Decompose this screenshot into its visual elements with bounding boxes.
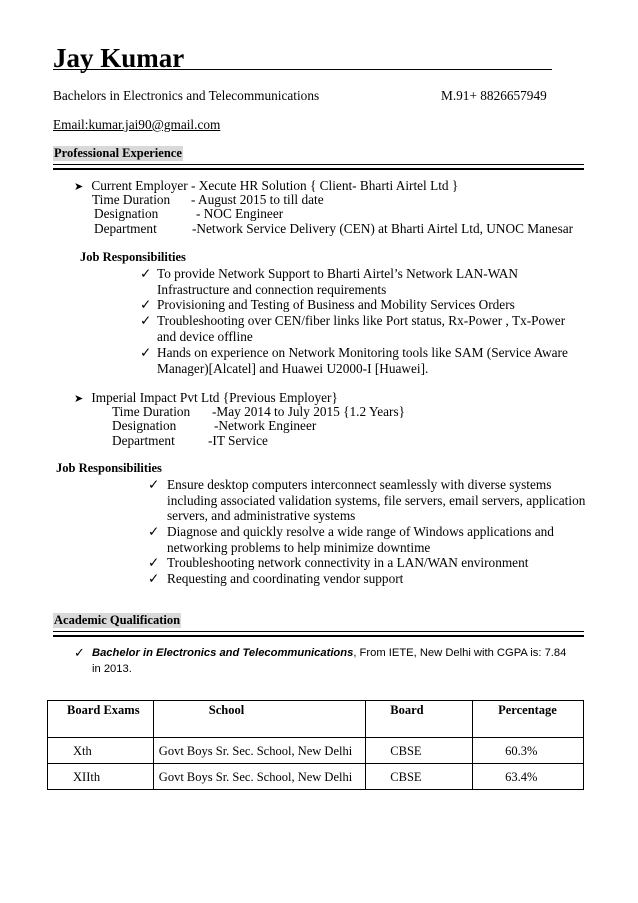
checkmark-bullet-icon: ✓ [140,297,152,312]
department-value: -Network Service Delivery (CEN) at Bharti Airtel Ltd, UNOC Manesar [192,221,574,236]
checkmark-bullet-icon: ✓ [148,571,160,586]
column-header: Percentage [473,701,584,738]
responsibility-item: ✓ Requesting and coordinating vendor support [148,571,404,586]
job-responsibilities-heading: Job Responsibilities [80,250,186,264]
checkmark-bullet-icon: ✓ [74,646,85,661]
phone-number: M.91+ 8826657949 [441,88,547,103]
table-cell: Xth [48,738,154,764]
responsibility-item: ✓ Hands on experience on Network Monitoring tools like SAM (Service Aware Manager)[Alcatel] and Huawei U2000-I [Huawei]. [140,345,568,376]
department-value: -IT Service [208,433,268,448]
duration-label: Time Duration [92,192,171,207]
responsibility-item: ✓ Troubleshooting over CEN/fiber links like Port status, Rx-Power , Tx-Power and device offline [140,313,566,344]
checkmark-bullet-icon: ✓ [140,313,152,328]
responsibility-item: ✓ Troubleshooting network connectivity in a LAN/WAN environment [148,555,529,570]
employer-line: Current Employer - Xecute HR Solution { Client- Bharti Airtel Ltd } [91,178,459,193]
employer-line: Imperial Impact Pvt Ltd {Previous Employer} [91,390,338,405]
candidate-name: Jay Kumar [53,43,185,73]
column-header: Board [366,701,473,738]
education-table [47,700,584,790]
degree-item [74,646,572,677]
checkmark-bullet-icon: ✓ [140,266,152,281]
table-cell: Govt Boys Sr. Sec. School, New Delhi [153,738,366,764]
table-cell: 60.3% [473,738,584,764]
table-cell: Govt Boys Sr. Sec. School, New Delhi [153,764,366,790]
designation-label: Designation [94,206,159,221]
degree-details: , From IETE, New Delhi with CGPA is: 7.84 in 2013. [92,647,567,675]
checkmark-bullet-icon: ✓ [148,477,160,492]
designation-label: Designation [112,418,177,433]
checkmark-bullet-icon: ✓ [140,345,152,360]
responsibility-item: ✓ To provide Network Support to Bharti Airtel’s Network LAN-WAN Infrastructure and connection requirements [140,266,518,297]
designation-value: -Network Engineer [214,418,317,433]
table-row [48,738,584,764]
duration-value: - August 2015 to till date [191,192,324,207]
duration-value: -May 2014 to July 2015 {1.2 Years} [212,404,406,419]
table-cell: 63.4% [473,764,584,790]
responsibility-item: ✓ Provisioning and Testing of Business and Mobility Services Orders [140,297,515,312]
table-row [48,764,584,790]
table-header-row [48,701,584,738]
department-label: Department [112,433,175,448]
duration-label: Time Duration [112,404,191,419]
email-link[interactable]: Email:kumar.jai90@gmail.com [53,117,221,132]
designation-value: - NOC Engineer [196,206,284,221]
degree-line: Bachelors in Electronics and Telecommunications [53,88,320,103]
section-divider [53,631,584,637]
table-cell: CBSE [366,738,473,764]
column-header: School [153,701,366,738]
checkmark-bullet-icon: ✓ [148,555,160,570]
column-header: Board Exams [48,701,154,738]
job-responsibilities-heading: Job Responsibilities [56,461,162,475]
arrowhead-bullet-icon: ➤ [74,181,84,193]
degree-title: Bachelor in Electronics and Telecommunications [92,647,354,659]
section-heading-professional-experience: Professional Experience [54,146,182,160]
name-underline [53,69,552,70]
table-cell: CBSE [366,764,473,790]
section-heading-academic-qualification: Academic Qualification [54,613,181,627]
arrowhead-bullet-icon: ➤ [74,393,84,405]
responsibility-item: ✓ Diagnose and quickly resolve a wide range of Windows applications and networking problems to help minimize downtime [148,524,554,555]
checkmark-bullet-icon: ✓ [148,524,160,539]
responsibility-item: ✓ Ensure desktop computers interconnect seamlessly with diverse systems including associated validation systems, file servers, email servers, application servers, and administrative systems [148,477,586,524]
section-divider [53,164,584,170]
table-cell: XIIth [48,764,154,790]
department-label: Department [94,221,157,236]
